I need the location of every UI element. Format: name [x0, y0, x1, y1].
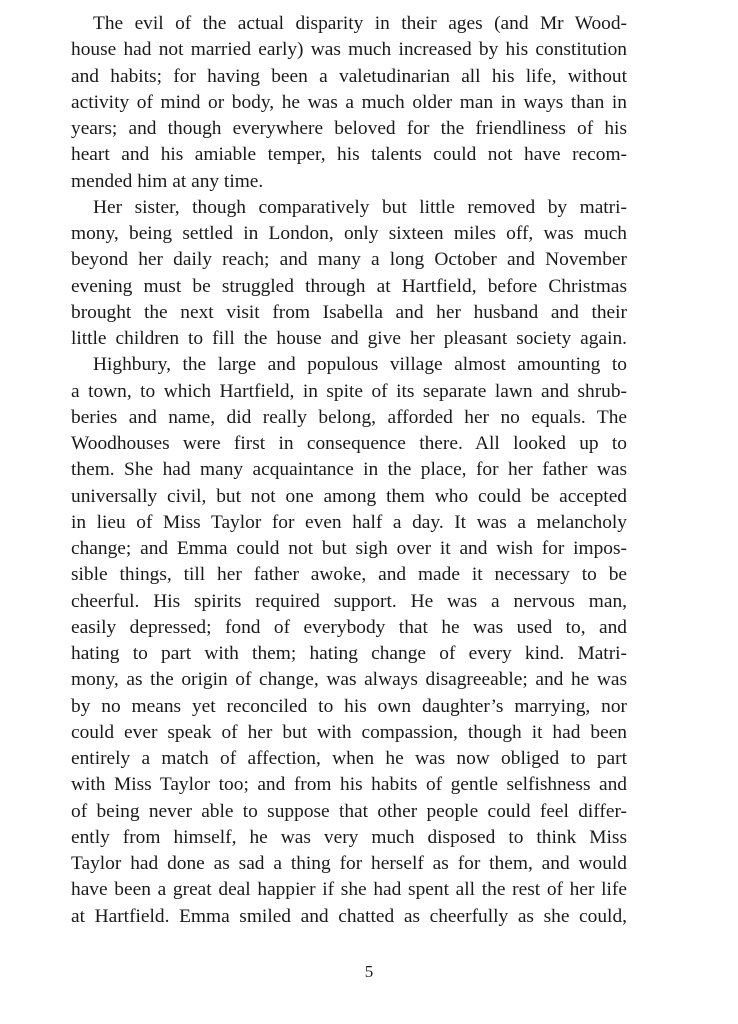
text-line: activity of mind or body, he was a much older man in ways than in	[71, 91, 627, 113]
text-line: have been a great deal happier if she had spent all the rest of her life	[71, 879, 627, 901]
text-line: Taylor had done as sad a thing for herself as for them, and would	[71, 853, 627, 874]
text-line: ently from himself, he was very much disposed to think Miss	[71, 826, 627, 848]
text-line: a town, to which Hartfield, in spite of its separate lawn and shrub-	[71, 380, 627, 402]
text-line: sible things, till her father awoke, and made it necessary to be	[71, 564, 627, 586]
text-line: little children to fill the house and give her pleasant society again.	[71, 328, 627, 349]
text-line: The evil of the actual disparity in their ages (and Mr Wood-	[93, 13, 627, 34]
text-line: universally civil, but not one among them who could be accepted	[71, 485, 627, 507]
text-line: heart and his amiable temper, his talents could not have recom-	[71, 144, 627, 166]
text-line: mended him at any time.	[71, 170, 264, 192]
text-line: easily depressed; fond of everybody that he was used to, and	[71, 616, 627, 638]
text-line: and habits; for having been a valetudinarian all his life, without	[71, 65, 627, 87]
text-line: house had not married early) was much increased by his constitution	[71, 39, 627, 61]
text-line: in lieu of Miss Taylor for even half a day. It was a melancholy	[71, 511, 627, 533]
page-number: 5	[364, 962, 374, 981]
text-line: years; and though everywhere beloved for the friendliness of his	[71, 118, 627, 139]
text-line: change; and Emma could not but sigh over it and wish for impos-	[71, 538, 627, 559]
text-line: cheerful. His spirits required support. He was a nervous man,	[71, 590, 627, 612]
text-line: mony, as the origin of change, was always disagreeable; and he was	[71, 669, 627, 691]
text-line: of being never able to suppose that other people could feel differ-	[71, 800, 627, 822]
text-line: beyond her daily reach; and many a long October and November	[71, 249, 627, 271]
text-line: Woodhouses were first in consequence there. All looked up to	[71, 433, 627, 454]
text-line: by no means yet reconciled to his own daughter’s marrying, nor	[71, 695, 627, 717]
text-line: with Miss Taylor too; and from his habits of gentle selfishness and	[71, 774, 627, 796]
text-line: Her sister, though comparatively but little removed by matri-	[93, 196, 627, 218]
text-line: brought the next visit from Isabella and her husband and their	[71, 301, 627, 323]
body-text	[71, 11, 627, 930]
text-line: at Hartfield. Emma smiled and chatted as cheerfully as she could,	[71, 905, 627, 927]
text-line: could ever speak of her but with compassion, though it had been	[71, 721, 627, 743]
text-line: entirely a match of affection, when he was now obliged to part	[71, 748, 627, 769]
text-line: mony, being settled in London, only sixteen miles off, was much	[71, 223, 627, 244]
text-line: them. She had many acquaintance in the place, for her father was	[71, 459, 627, 481]
text-line: Highbury, the large and populous village almost amounting to	[93, 354, 627, 376]
text-line: evening must be struggled through at Hartfield, before Christmas	[71, 275, 627, 297]
paragraph	[71, 195, 627, 353]
text-line: beries and name, did really belong, afforded her no equals. The	[71, 406, 627, 428]
paragraph	[71, 11, 627, 195]
paragraph	[71, 352, 627, 930]
text-line: hating to part with them; hating change of every kind. Matri-	[71, 643, 627, 664]
